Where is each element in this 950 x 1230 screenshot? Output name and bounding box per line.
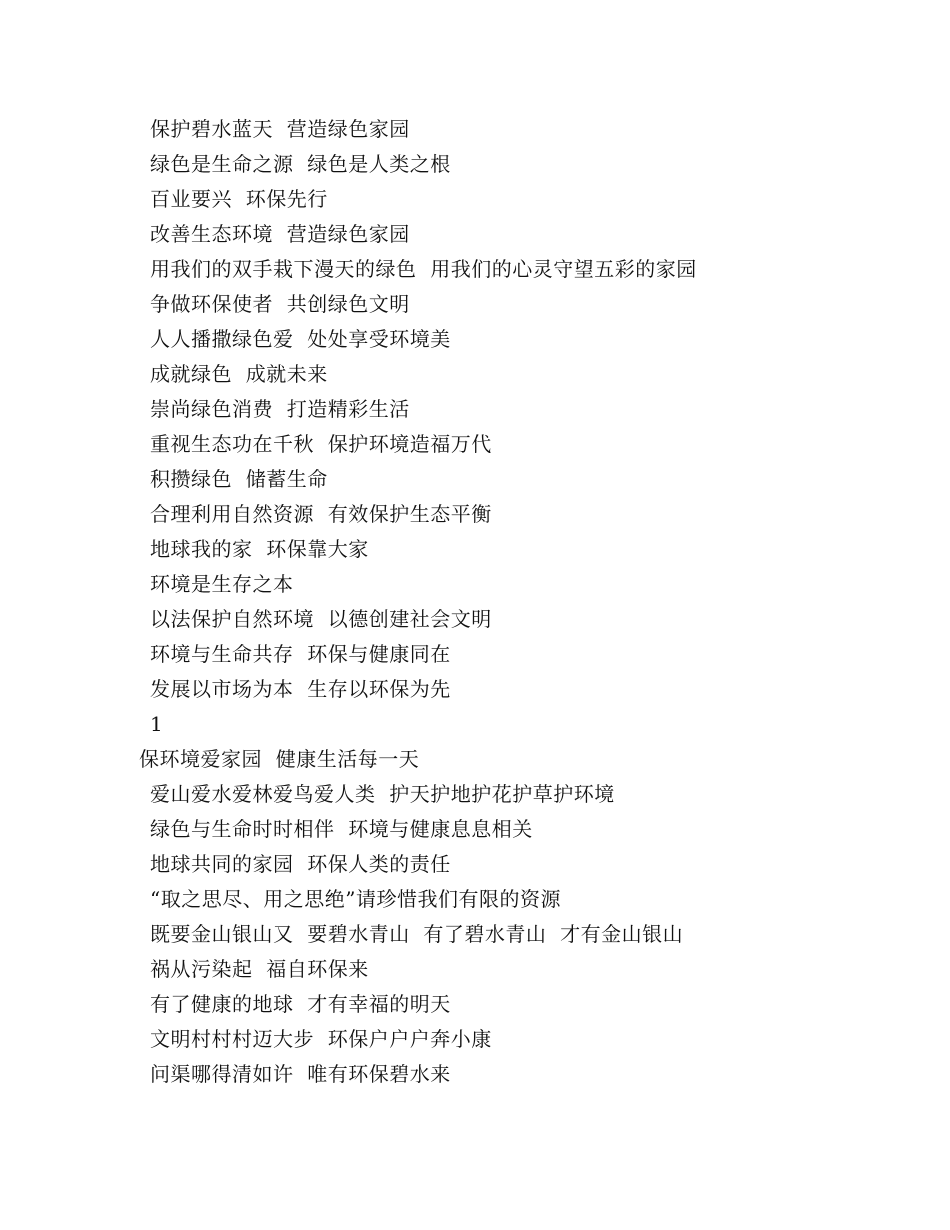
text-line: 争做环保使者 共创绿色文明 bbox=[150, 292, 410, 316]
text-line: 地球我的家 环保靠大家 bbox=[150, 537, 369, 561]
text-line: 爱山爱水爱林爱鸟爱人类 护天护地护花护草护环境 bbox=[150, 782, 615, 806]
text-line: 成就绿色 成就未来 bbox=[150, 362, 328, 386]
text-line: 文明村村村迈大步 环保户户户奔小康 bbox=[150, 1027, 492, 1051]
text-line: 有了健康的地球 才有幸福的明天 bbox=[150, 992, 451, 1016]
text-line: 崇尚绿色消费 打造精彩生活 bbox=[150, 397, 410, 421]
text-line: 绿色与生命时时相伴 环境与健康息息相关 bbox=[150, 817, 533, 841]
text-line: 百业要兴 环保先行 bbox=[150, 187, 328, 211]
text-line: 地球共同的家园 环保人类的责任 bbox=[150, 852, 451, 876]
text-line: 合理利用自然资源 有效保护生态平衡 bbox=[150, 502, 492, 526]
text-line: 祸从污染起 福自环保来 bbox=[150, 957, 369, 981]
text-line: “取之思尽、用之思绝”请珍惜我们有限的资源 bbox=[150, 887, 561, 911]
text-line: 以法保护自然环境 以德创建社会文明 bbox=[150, 607, 492, 631]
text-line: 改善生态环境 营造绿色家园 bbox=[150, 222, 410, 246]
text-line: 重视生态功在千秋 保护环境造福万代 bbox=[150, 432, 492, 456]
text-line: 问渠哪得清如许 唯有环保碧水来 bbox=[150, 1062, 451, 1086]
text-line: 人人播撒绿色爱 处处享受环境美 bbox=[150, 327, 451, 351]
text-line: 环境是生存之本 bbox=[150, 572, 294, 596]
text-line: 环境与生命共存 环保与健康同在 bbox=[150, 642, 451, 666]
text-line: 既要金山银山又 要碧水青山 有了碧水青山 才有金山银山 bbox=[150, 922, 684, 946]
text-line: 用我们的双手栽下漫天的绿色 用我们的心灵守望五彩的家园 bbox=[150, 257, 697, 281]
text-line: 积攒绿色 储蓄生命 bbox=[150, 467, 328, 491]
text-line: 绿色是生命之源 绿色是人类之根 bbox=[150, 152, 451, 176]
text-line: 发展以市场为本 生存以环保为先 bbox=[150, 677, 451, 701]
text-line: 保环境爱家园 健康生活每一天 bbox=[139, 747, 420, 771]
page-number: 1 bbox=[150, 712, 164, 736]
text-line: 保护碧水蓝天 营造绿色家园 bbox=[150, 117, 410, 141]
